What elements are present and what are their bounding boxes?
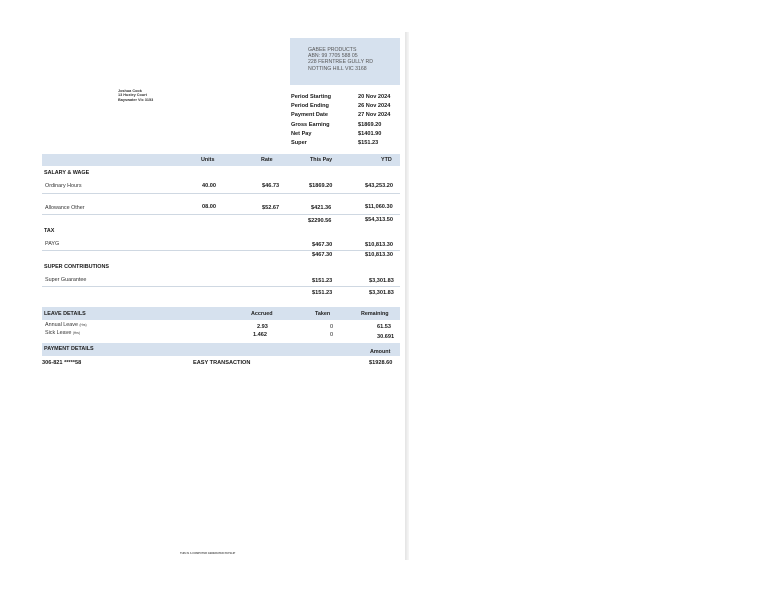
company-abn: ABN: 99 7705 588 05 [308, 53, 358, 60]
pay-summary [291, 93, 390, 148]
col-ytd: YTD [381, 157, 392, 163]
employee-address-line2: Bayswater Vic 3153 [118, 97, 154, 102]
salary-row-this-pay: $421.36 [311, 205, 332, 211]
salary-row-ytd: $11,060.30 [365, 204, 393, 210]
section-tax-title: TAX [44, 228, 55, 234]
leave-taken: 0 [330, 324, 334, 330]
col-remaining: Remaining [361, 311, 389, 317]
salary-row-this-pay: $1869.20 [309, 183, 333, 189]
summary-value: $151.23 [358, 140, 379, 147]
summary-value: 26 Nov 2024 [358, 103, 391, 110]
employee-block [118, 89, 153, 102]
summary-label: Super [291, 140, 307, 147]
section-payment-title: PAYMENT DETAILS [44, 346, 94, 352]
salary-total-ytd: $54,313.50 [365, 217, 393, 223]
divider [42, 193, 400, 194]
employee-address-line1: 13 Huxley Court [118, 93, 147, 98]
col-units: Units [201, 157, 215, 163]
summary-value: $1401.90 [358, 130, 382, 137]
summary-label: Period Starting [291, 94, 332, 100]
tax-total-ytd: $10,813.30 [365, 252, 393, 258]
divider [42, 250, 400, 251]
payment-header-bar [42, 343, 400, 356]
salary-row-label: Ordinary Hours [45, 183, 82, 189]
salary-row-units: 08.00 [202, 204, 216, 210]
footer-note: THIS IS A COMPUTER GENERATED PAYSLIP [180, 552, 236, 555]
summary-value: $1869.20 [358, 121, 382, 128]
summary-label: Payment Date [291, 112, 328, 119]
salary-row-rate: $52.67 [262, 205, 280, 211]
super-row-label: Super Guarantee [45, 277, 87, 283]
summary-value: 20 Nov 2024 [358, 94, 391, 100]
col-taken: Taken [315, 311, 331, 317]
summary-row [291, 130, 390, 139]
company-address-line1: 228 FERNTREE GULLY RD [308, 59, 373, 66]
tax-row-this-pay: $467.30 [312, 242, 333, 248]
col-this-pay: This Pay [310, 157, 333, 163]
summary-label: Period Ending [291, 103, 329, 110]
company-address-line2: NOTTING HILL VIC 3168 [308, 65, 367, 72]
section-salary-title: SALARY & WAGE [44, 170, 90, 176]
super-row-this-pay: $151.23 [312, 278, 333, 284]
super-total-this-pay: $151.23 [312, 290, 333, 296]
leave-row-label [45, 330, 80, 336]
leave-unit: (Hrs) [72, 331, 80, 335]
employee-name: Joshua Cook [118, 89, 142, 93]
payment-description: EASY TRANSACTION [193, 360, 251, 366]
leave-unit: (Hrs) [79, 323, 87, 327]
salary-total-this-pay: $2290.56 [308, 218, 332, 224]
section-super-title: SUPER CONTRIBUTIONS [44, 264, 109, 270]
summary-row [291, 111, 390, 120]
divider [42, 286, 400, 287]
divider [42, 214, 400, 215]
leave-header-bar [42, 307, 400, 320]
summary-row [291, 102, 390, 111]
tax-row-ytd: $10,813.30 [365, 242, 393, 248]
company-name: GABEE PRODUCTS [308, 47, 357, 53]
summary-row [291, 93, 390, 102]
page-edge [405, 32, 409, 560]
salary-row-units: 40.00 [202, 183, 216, 189]
leave-type: Sick Leave [45, 330, 72, 336]
salary-row-label: Allowance Other [45, 205, 85, 211]
company-block [290, 38, 400, 85]
leave-accrued: 2.93 [257, 324, 268, 330]
summary-value: 27 Nov 2024 [358, 112, 391, 119]
summary-row [291, 121, 390, 130]
earnings-header-bar [42, 154, 400, 166]
leave-type: Annual Leave [45, 322, 78, 328]
col-accrued: Accrued [251, 311, 273, 317]
leave-taken: 0 [330, 332, 334, 338]
leave-accrued: 1.462 [253, 332, 267, 338]
leave-row-label [45, 322, 87, 328]
leave-remaining: 61.53 [377, 324, 391, 330]
salary-row-rate: $46.73 [262, 183, 280, 189]
section-leave-title: LEAVE DETAILS [44, 311, 86, 317]
super-total-ytd: $3,301.83 [369, 290, 394, 296]
super-row-ytd: $3,301.83 [369, 278, 394, 284]
col-rate: Rate [261, 157, 273, 163]
summary-row [291, 139, 390, 148]
tax-total-this-pay: $467.30 [312, 252, 333, 258]
col-amount: Amount [370, 349, 391, 355]
tax-row-label: PAYG [45, 241, 60, 247]
summary-label: Gross Earning [291, 121, 330, 128]
payment-account: 306-821 *****58 [42, 360, 82, 366]
payment-amount: $1928.60 [369, 360, 393, 366]
payslip-page [0, 0, 404, 560]
salary-row-ytd: $43,253.20 [365, 183, 393, 189]
leave-remaining: 30.691 [377, 334, 395, 340]
summary-label: Net Pay [291, 130, 312, 137]
